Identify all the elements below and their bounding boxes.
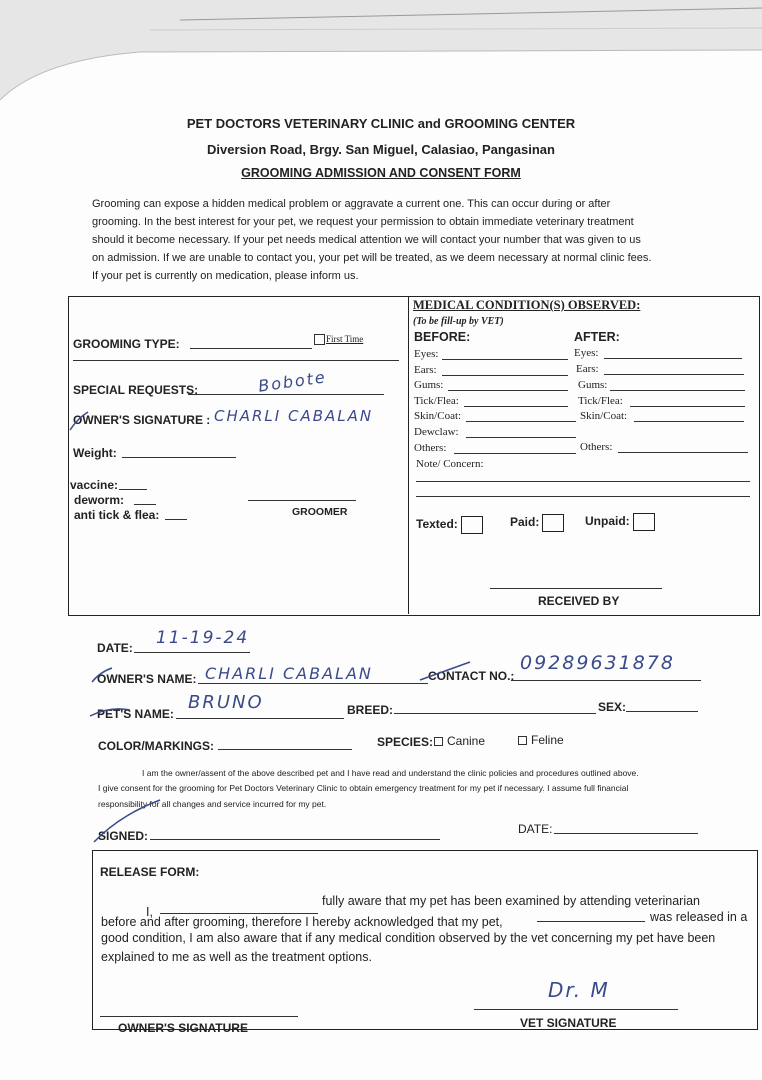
contact-field[interactable] (511, 680, 701, 681)
note-line-2[interactable] (416, 496, 750, 497)
signed-date-label: DATE: (518, 822, 553, 836)
before-gums-field[interactable] (448, 390, 568, 391)
form-title: GROOMING ADMISSION AND CONSENT FORM (241, 166, 521, 180)
after-skincoat-label: Skin/Coat: (580, 410, 628, 422)
vaccine-field[interactable] (119, 489, 147, 490)
note-label: Note/ Concern: (416, 458, 484, 470)
pet-name-field[interactable] (176, 718, 344, 719)
groomer-sign-line[interactable] (248, 500, 356, 501)
owner-name-value: CHARLI CABALAN (205, 664, 373, 683)
grooming-type-label: GROOMING TYPE: (73, 337, 180, 351)
before-eyes-label: Eyes: (414, 348, 439, 360)
intro-line: If your pet is currently on medication, please inform us. (92, 270, 359, 282)
sex-label: SEX: (598, 700, 627, 714)
species-label: SPECIES: (377, 735, 434, 749)
pet-name-label: PET'S NAME: (97, 707, 174, 721)
after-eyes-label: Eyes: (574, 347, 599, 359)
signed-field[interactable] (150, 839, 440, 840)
special-requests-value: Bobote (257, 367, 328, 396)
owner-signature-label: OWNER'S SIGNATURE : (73, 413, 211, 427)
vet-signature-value: Dr. M (548, 978, 610, 1002)
consent-line-1: I am the owner/assent of the above described pet and I have read and understand the clinic policies and procedures outlined above. (142, 768, 639, 778)
release-owner-signature-label: OWNER'S SIGNATURE (118, 1021, 248, 1035)
deworm-label: deworm: (74, 493, 125, 507)
feline-label: Feline (531, 733, 564, 747)
date-label: DATE: (97, 641, 133, 655)
note-line-1[interactable] (416, 481, 750, 482)
weight-field[interactable] (122, 457, 236, 458)
contact-label: CONTACT NO.: (428, 669, 515, 683)
canine-option[interactable] (434, 734, 485, 748)
paid-label: Paid: (510, 515, 540, 530)
before-ears-field[interactable] (442, 375, 568, 376)
release-title: RELEASE FORM: (100, 865, 200, 879)
column-divider (408, 296, 409, 614)
feline-checkbox[interactable] (518, 736, 527, 745)
owner-name-label: OWNER'S NAME: (97, 672, 197, 686)
special-requests-label: SPECIAL REQUESTS: (73, 383, 199, 397)
grooming-type-field-2[interactable] (73, 360, 399, 361)
texted-label: Texted: (416, 517, 458, 532)
grooming-type-field[interactable] (190, 348, 312, 349)
pet-name-value: BRUNO (188, 692, 264, 713)
anti-tick-field[interactable] (165, 519, 187, 520)
release-text-3: good condition, I am also aware that if any medical condition observed by the vet concerning my pet have been (101, 931, 716, 945)
after-heading: AFTER: (574, 330, 620, 344)
before-others-field[interactable] (454, 453, 576, 454)
signed-label: SIGNED: (98, 829, 149, 843)
unpaid-label: Unpaid: (585, 514, 630, 529)
after-tickflea-field[interactable] (630, 406, 745, 407)
vaccine-label: vaccine: (70, 478, 119, 492)
before-heading: BEFORE: (414, 330, 471, 344)
signed-date-field[interactable] (554, 833, 698, 834)
release-text-1: fully aware that my pet has been examined by attending veterinarian (322, 894, 701, 908)
after-tickflea-label: Tick/Flea: (578, 395, 623, 407)
vet-signature-label: VET SIGNATURE (520, 1016, 617, 1030)
date-value: 11-19-24 (156, 628, 250, 648)
after-ears-field[interactable] (604, 374, 744, 375)
before-tickflea-label: Tick/Flea: (414, 395, 459, 407)
canine-label: Canine (447, 734, 486, 748)
texted-checkbox[interactable] (461, 516, 483, 534)
release-i: I, (146, 905, 153, 919)
special-requests-field[interactable] (188, 394, 384, 395)
paid-checkbox[interactable] (542, 514, 564, 532)
texted-option[interactable] (416, 516, 483, 534)
intro-paragraph (92, 195, 712, 285)
received-by-line[interactable] (490, 588, 662, 589)
color-field[interactable] (218, 749, 352, 750)
unpaid-checkbox[interactable] (633, 513, 655, 531)
clinic-name: PET DOCTORS VETERINARY CLINIC and GROOMING CENTER (186, 116, 576, 131)
breed-label: BREED: (347, 703, 394, 717)
release-pet-field[interactable] (537, 921, 645, 922)
weight-label: Weight: (73, 446, 117, 460)
release-text-2a: before and after grooming, therefore I hereby acknowledged that my pet, (101, 915, 503, 929)
after-others-field[interactable] (618, 452, 748, 453)
medical-title: MEDICAL CONDITION(S) OBSERVED: (413, 298, 641, 312)
paid-option[interactable] (510, 514, 564, 532)
owner-signature-line[interactable] (100, 1016, 298, 1017)
intro-line: Grooming can expose a hidden medical problem or aggravate a current one. This can occur during or after (92, 198, 611, 210)
consent-line-2: I give consent for the grooming for Pet Doctors Veterinary Clinic to obtain emergency treatment for my pet if necessary. I assume full financial (98, 783, 629, 793)
before-skincoat-field[interactable] (466, 421, 576, 422)
consent-line-3: responsibility for all changes and service incurred for my pet. (98, 799, 327, 809)
before-gums-label: Gums: (414, 379, 444, 391)
before-dewclaw-field[interactable] (466, 437, 576, 438)
after-gums-label: Gums: (578, 379, 608, 391)
deworm-field[interactable] (134, 504, 156, 505)
unpaid-option[interactable] (585, 513, 655, 531)
first-time-option[interactable] (314, 334, 363, 345)
first-time-label: First Time (326, 334, 364, 344)
received-by-label: RECEIVED BY (538, 594, 620, 608)
before-eyes-field[interactable] (442, 359, 568, 360)
after-skincoat-field[interactable] (634, 421, 744, 422)
color-label: COLOR/MARKINGS: (98, 739, 214, 753)
release-text-2b: was released in a (650, 910, 748, 924)
feline-option[interactable] (518, 733, 564, 747)
owner-signature-value: CHARLI CABALAN (214, 407, 374, 425)
after-eyes-field[interactable] (604, 358, 742, 359)
contact-value: 09289631878 (520, 652, 675, 674)
after-gums-field[interactable] (610, 390, 745, 391)
before-ears-label: Ears: (414, 364, 437, 376)
intro-line: should it become necessary. If your pet needs medical attention we will contact your number that was given to us (92, 234, 641, 246)
date-field[interactable] (134, 652, 250, 653)
release-text-4: explained to me as well as the treatment options. (101, 950, 372, 964)
breed-field[interactable] (394, 713, 596, 714)
intro-line: grooming. In the best interest for your pet, we request your permission to obtain immediate veterinary treatment (92, 216, 634, 228)
clinic-address: Diversion Road, Brgy. San Miguel, Calasiao, Pangasinan (207, 142, 555, 157)
vet-signature-line[interactable] (474, 1009, 678, 1010)
canine-checkbox[interactable] (434, 737, 443, 746)
owner-name-field[interactable] (198, 683, 428, 684)
after-ears-label: Ears: (576, 363, 599, 375)
before-dewclaw-label: Dewclaw: (414, 426, 459, 438)
before-others-label: Others: (414, 442, 447, 454)
anti-tick-label: anti tick & flea: (74, 508, 160, 522)
after-others-label: Others: (580, 441, 613, 453)
sex-field[interactable] (626, 711, 698, 712)
groomer-label: GROOMER (292, 506, 348, 518)
first-time-checkbox[interactable] (314, 334, 325, 345)
medical-subtitle: (To be fill-up by VET) (413, 316, 504, 327)
paper-fold (0, 0, 762, 120)
intro-line: on admission. If we are unable to contact you, your pet will be treated, as we deem necessary at normal clinic fees. (92, 252, 652, 264)
before-skincoat-label: Skin/Coat: (414, 410, 462, 422)
before-tickflea-field[interactable] (464, 406, 568, 407)
